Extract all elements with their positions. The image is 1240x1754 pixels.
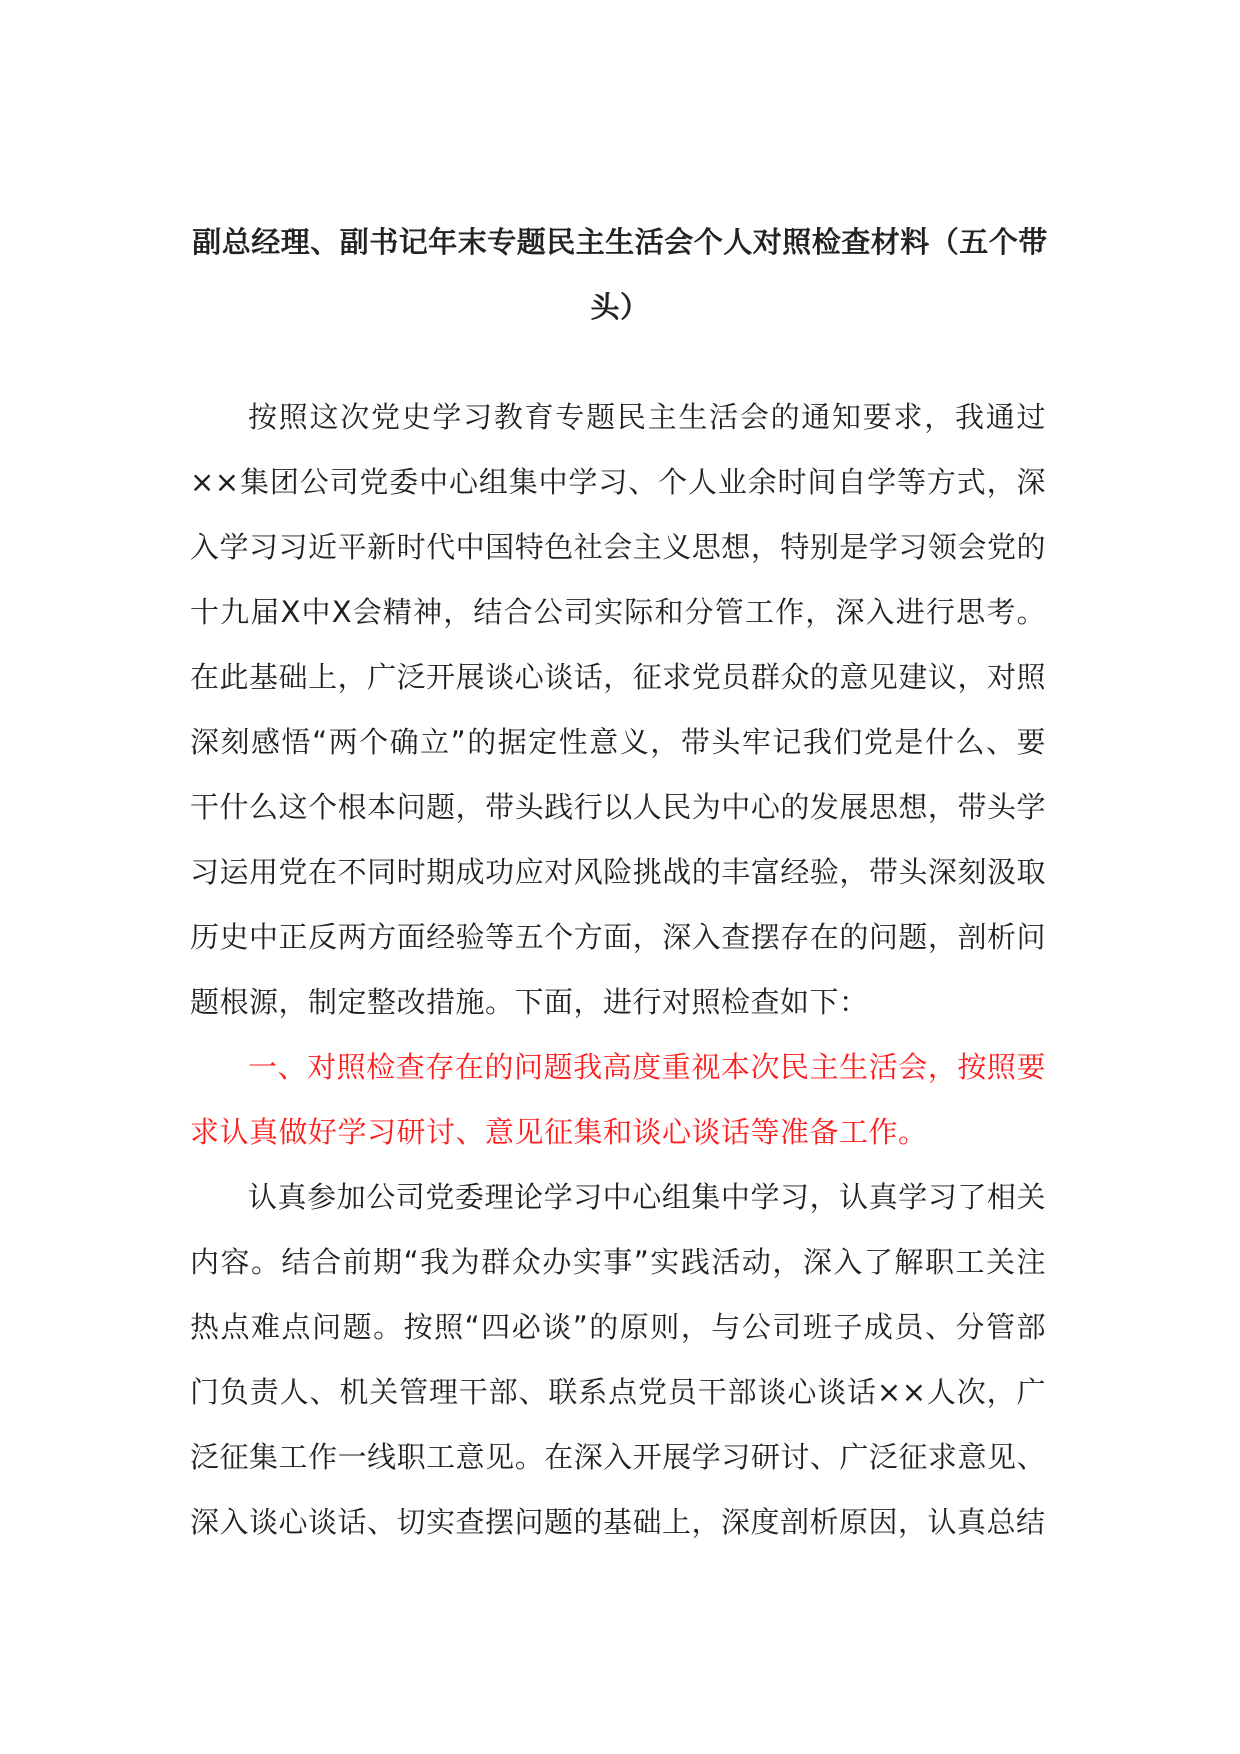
intro-paragraph: 按照这次党史学习教育专题民主生活会的通知要求，我通过××集团公司党委中心组集中学习、个人业余时间自学等方式，深入学习习近平新时代中国特色社会主义思想，特别是学习领会党的十九届Ⅹ中Ⅹ会精神，结合公司实际和分管工作，深入进行思考。在此基础上，广泛开展谈心谈话，征求党员群众的意见建议，对照深刻感悟“两个确立”的据定性意义，带头牢记我们党是什么、要干什么这个根本问题，带头践行以人民为中心的发展思想，带头学习运用党在不同时期成功应对风险挑战的丰富经验，带头深刻汲取历史中正反两方面经验等五个方面，深入查摆存在的问题，剖析问题根源，制定整改措施。下面，进行对照检查如下： xyxy=(190,400,1046,1019)
section-heading-one: 一、对照检查存在的问题我高度重视本次民主生活会，按照要求认真做好学习研讨、意见征集和谈心谈话等准备工作。 xyxy=(190,1050,1046,1149)
body-paragraph: 认真参加公司党委理论学习中心组集中学习，认真学习了相关内容。结合前期“我为群众办实事”实践活动，深入了解职工关注热点难点问题。按照“四必谈”的原则，与公司班子成员、分管部门负责人、机关管理干部、联系点党员干部谈心谈话××人次，广泛征集工作一线职工意见。在深入开展学习研讨、广泛征求意见、深入谈心谈话、切实查摆问题的基础上，深度剖析原因，认真总结 xyxy=(190,1180,1046,1539)
document-body xyxy=(190,385,1046,1555)
document-title: 副总经理、副书记年末专题民主生活会个人对照检查材料（五个带头） xyxy=(192,225,1048,324)
